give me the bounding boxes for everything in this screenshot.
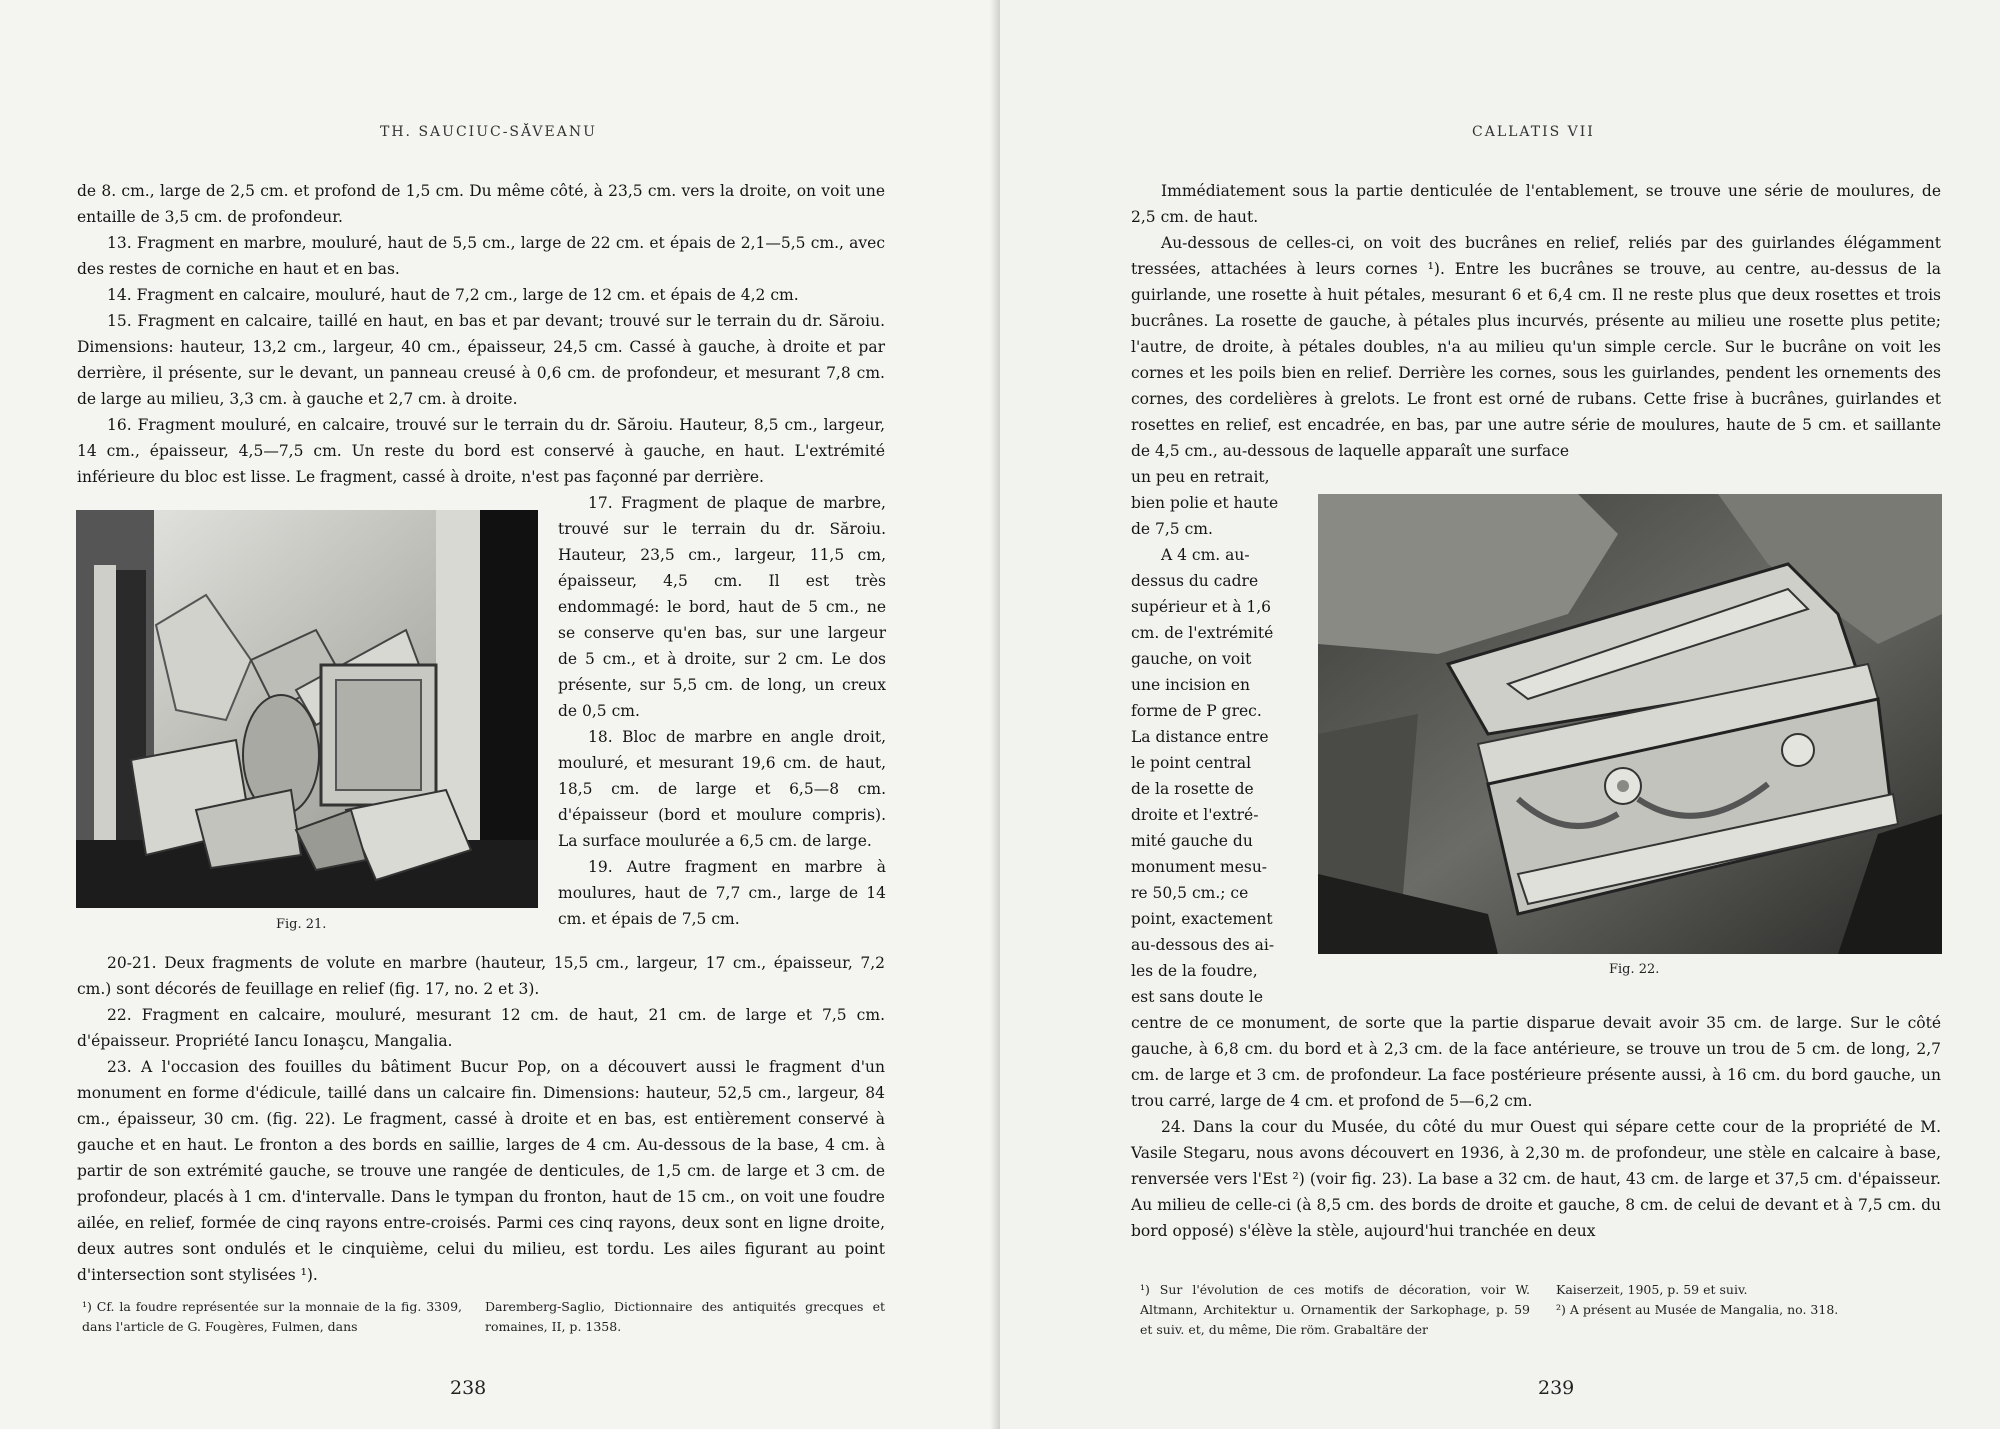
side-line: forme de P grec. xyxy=(1131,702,1262,720)
right-page xyxy=(1000,0,2000,1429)
side-line: bien polie et haute xyxy=(1131,494,1279,512)
footnote-text: Kaiserzeit, 1905, p. 59 et suiv. xyxy=(1556,1282,1748,1297)
right-text-top xyxy=(1131,178,1941,464)
footnote-text: ¹) Sur l'évolution de ces motifs de décoration, voir W. Altmann, Architektur u. Ornamentik der Sarkophage, p. 59 et suiv. et, du même, Die röm. Grabaltäre der xyxy=(1140,1282,1530,1337)
footnote-right-col2 xyxy=(1556,1280,1942,1320)
paragraph: 13. Fragment en marbre, mouluré, haut de 5,5 cm., large de 22 cm. et épais de 2,1—5,5 cm., avec des restes de corniche en haut et en bas. xyxy=(77,234,885,278)
footnote-left-col2 xyxy=(485,1297,885,1337)
side-line: La distance entre xyxy=(1131,728,1269,746)
footnote-left-col1 xyxy=(82,1297,462,1337)
side-line: un peu en retrait, xyxy=(1131,468,1270,486)
paragraph: centre de ce monument, de sorte que la partie disparue devait avoir 35 cm. de large. Sur le côté gauche, à 6,8 cm. du bord et à 2,3 cm. de la face antérieure, se trouve un trou de 5 cm. de long, 2,7 cm. de large et 3 cm. de profondeur. La face postérieure présente aussi, à 16 cm. du bord gauche, un trou carré, large de 4 cm. et profond de 5—6,2 cm. xyxy=(1131,1014,1941,1110)
side-line: dessus du cadre xyxy=(1131,572,1259,590)
paragraph: de 8. cm., large de 2,5 cm. et profond de 1,5 cm. Du même côté, à 23,5 cm. vers la droite, on voit une entaille de 3,5 cm. de profondeur. xyxy=(77,182,885,226)
right-text-bottom xyxy=(1131,1010,1941,1244)
paragraph: 18. Bloc de marbre en angle droit, mouluré, et mesurant 19,6 cm. de haut, 18,5 cm. de large et 6,5—8 cm. d'épaisseur (bord et moulure compris). La surface moulurée a 6,5 cm. de large. xyxy=(558,728,886,850)
paragraph: 15. Fragment en calcaire, taillé en haut, en bas et par devant; trouvé sur le terrain du dr. Săroiu. Dimensions: hauteur, 13,2 cm., largeur, 40 cm., épaisseur, 24,5 cm. Cassé à gauche, à droite et par derrière, il présente, sur le devant, un panneau creusé à 0,6 cm. de profondeur, et mesurant 7,8 cm. de large au milieu, 3,3 cm. à gauche et 2,7 cm. à droite. xyxy=(77,312,885,408)
side-line: de 7,5 cm. xyxy=(1131,520,1213,538)
paragraph: 16. Fragment mouluré, en calcaire, trouvé sur le terrain du dr. Săroiu. Hauteur, 8,5 cm., largeur, 14 cm., épaisseur, 4,5—7,5 cm. Un reste du bord est conservé à gauche, en haut. L'extrémité inférieure du bloc est lisse. Le fragment, cassé à droite, n'est pas façonné par derrière. xyxy=(77,416,885,486)
paragraph: 14. Fragment en calcaire, mouluré, haut de 7,2 cm., large de 12 cm. et épais de 4,2 cm. xyxy=(107,286,799,304)
side-line: le point central xyxy=(1131,754,1252,772)
side-line: une incision en xyxy=(1131,676,1250,694)
left-text-bottom xyxy=(77,950,885,1288)
paragraph: Au-dessous de celles-ci, on voit des bucrânes en relief, reliés par des guirlandes élégamment tressées, attachées à leurs cornes ¹). Entre les bucrânes se trouve, au centre, au-dessus de la guirlande, une rosette à huit pétales, mesurant 6 et 6,4 cm. Il ne reste plus que deux rosettes et trois bucrânes. La rosette de gauche, à pétales plus incurvés, présente au milieu une rosette plus petite; l'autre, de droite, à pétales doubles, n'a au milieu qu'un simple cercle. Sur le bucrâne on voit les cornes et les poils bien en relief. Derrière les cornes, sous les guirlandes, pendent les ornements des cornes, des cordelières à grelots. Le front est orné de rubans. Cette frise à bucrânes, guirlandes et rosettes en relief, est encadrée, en bas, par une autre série de moulures, haute de 5 cm. et saillante de 4,5 cm., au-dessous de laquelle apparaît une surface xyxy=(1131,234,1941,460)
side-line: cm. de l'extrémité xyxy=(1131,624,1274,642)
left-text-top xyxy=(77,178,885,490)
side-line: monument mesu- xyxy=(1131,858,1268,876)
footnote-text: ¹) Cf. la foudre représentée sur la monnaie de la fig. 3309, dans l'article de G. Fougères, Fulmen, dans xyxy=(82,1299,462,1334)
side-line: droite et l'extré- xyxy=(1131,806,1259,824)
paragraph: 19. Autre fragment en marbre à moulures, haut de 7,7 cm., large de 14 cm. et épais de 7,5 cm. xyxy=(558,858,886,928)
running-head-right: CALLATIS VII xyxy=(1472,124,1595,140)
running-head-left: TH. SAUCIUC-SĂVEANU xyxy=(380,124,597,140)
side-line: mité gauche du xyxy=(1131,832,1253,850)
figure-22-photo xyxy=(1318,494,1942,954)
paragraph: 22. Fragment en calcaire, mouluré, mesurant 12 cm. de haut, 21 cm. de large et 7,5 cm. d'épaisseur. Propriété Iancu Ionaşcu, Mangalia. xyxy=(77,1006,885,1050)
side-line: supérieur et à 1,6 xyxy=(1131,598,1272,616)
side-line: au-dessous des ai- xyxy=(1131,936,1275,954)
right-side-text xyxy=(1131,464,1291,1010)
side-line: de la rosette de xyxy=(1131,780,1254,798)
paragraph: 20-21. Deux fragments de volute en marbre (hauteur, 15,5 cm., largeur, 17 cm., épaisseur, 7,2 cm.) sont décorés de feuillage en relief (fig. 17, no. 2 et 3). xyxy=(77,954,885,998)
page-number-right: 239 xyxy=(1538,1377,1575,1399)
paragraph: 17. Fragment de plaque de marbre, trouvé sur le terrain du dr. Săroiu. Hauteur, 23,5 cm., largeur, 11,5 cm, épaisseur, 4,5 cm. Il est très endommagé: le bord, haut de 5 cm., ne se conserve qu'en bas, sur une largeur de 5 cm., et à droite, sur 2 cm. Le dos présente, sur 5,5 cm. de long, un creux de 0,5 cm. xyxy=(558,494,886,720)
paragraph: 23. A l'occasion des fouilles du bâtiment Bucur Pop, on a découvert aussi le fragment d'un monument en forme d'édicule, taillé dans un calcaire fin. Dimensions: hauteur, 52,5 cm., largeur, 84 cm., épaisseur, 30 cm. (fig. 22). Le fragment, cassé à droite et en bas, est entièrement conservé à gauche et en haut. Le fronton a des bords en saillie, larges de 4 cm. Au-dessous de la base, 4 cm. à partir de son extrémité gauche, se trouve une rangée de denticules, de 1,5 cm. de large et 3 cm. de profondeur, placés à 1 cm. d'intervalle. Dans le tympan du fronton, haut de 15 cm., on voit une foudre ailée, en relief, formée de cinq rayons entre-croisés. Parmi ces cinq rayons, deux sont en ligne droite, deux autres sont ondulés et le cinquième, celui du milieu, est tordu. Les ailes figurant au point d'intersection sont stylisées ¹). xyxy=(77,1058,885,1284)
side-line: A 4 cm. au- xyxy=(1161,546,1250,564)
side-line: point, exactement xyxy=(1131,910,1273,928)
side-line: re 50,5 cm.; ce xyxy=(1131,884,1249,902)
paragraph: Immédiatement sous la partie denticulée de l'entablement, se trouve une série de moulures, de 2,5 cm. de haut. xyxy=(1131,182,1941,226)
figure-21-caption: Fig. 21. xyxy=(276,917,327,932)
footnote-right-col1 xyxy=(1140,1280,1530,1340)
footnote-text: Daremberg-Saglio, Dictionnaire des antiquités grecques et romaines, II, p. 1358. xyxy=(485,1299,885,1334)
page-number-left: 238 xyxy=(450,1377,487,1399)
footnote-text: ²) A présent au Musée de Mangalia, no. 318. xyxy=(1556,1302,1839,1317)
side-line: les de la foudre, xyxy=(1131,962,1258,980)
figure-21-photo xyxy=(76,510,538,908)
side-line: est sans doute le xyxy=(1131,988,1264,1006)
paragraph: 24. Dans la cour du Musée, du côté du mur Ouest qui sépare cette cour de la propriété de M. Vasile Stegaru, nous avons découvert en 1936, à 2,30 m. de profondeur, une stèle en calcaire à base, renversée vers l'Est ²) (voir fig. 23). La base a 32 cm. de haut, 43 cm. de large et 37,5 cm. d'épaisseur. Au milieu de celle-ci (à 8,5 cm. des bords de droite et gauche, 8 cm. de celui de devant et à 7,5 cm. du bord opposé) s'élève la stèle, aujourd'hui tranchée en deux xyxy=(1131,1118,1941,1240)
left-side-text xyxy=(558,490,886,932)
side-line: gauche, on voit xyxy=(1131,650,1252,668)
figure-22-caption: Fig. 22. xyxy=(1609,962,1660,977)
